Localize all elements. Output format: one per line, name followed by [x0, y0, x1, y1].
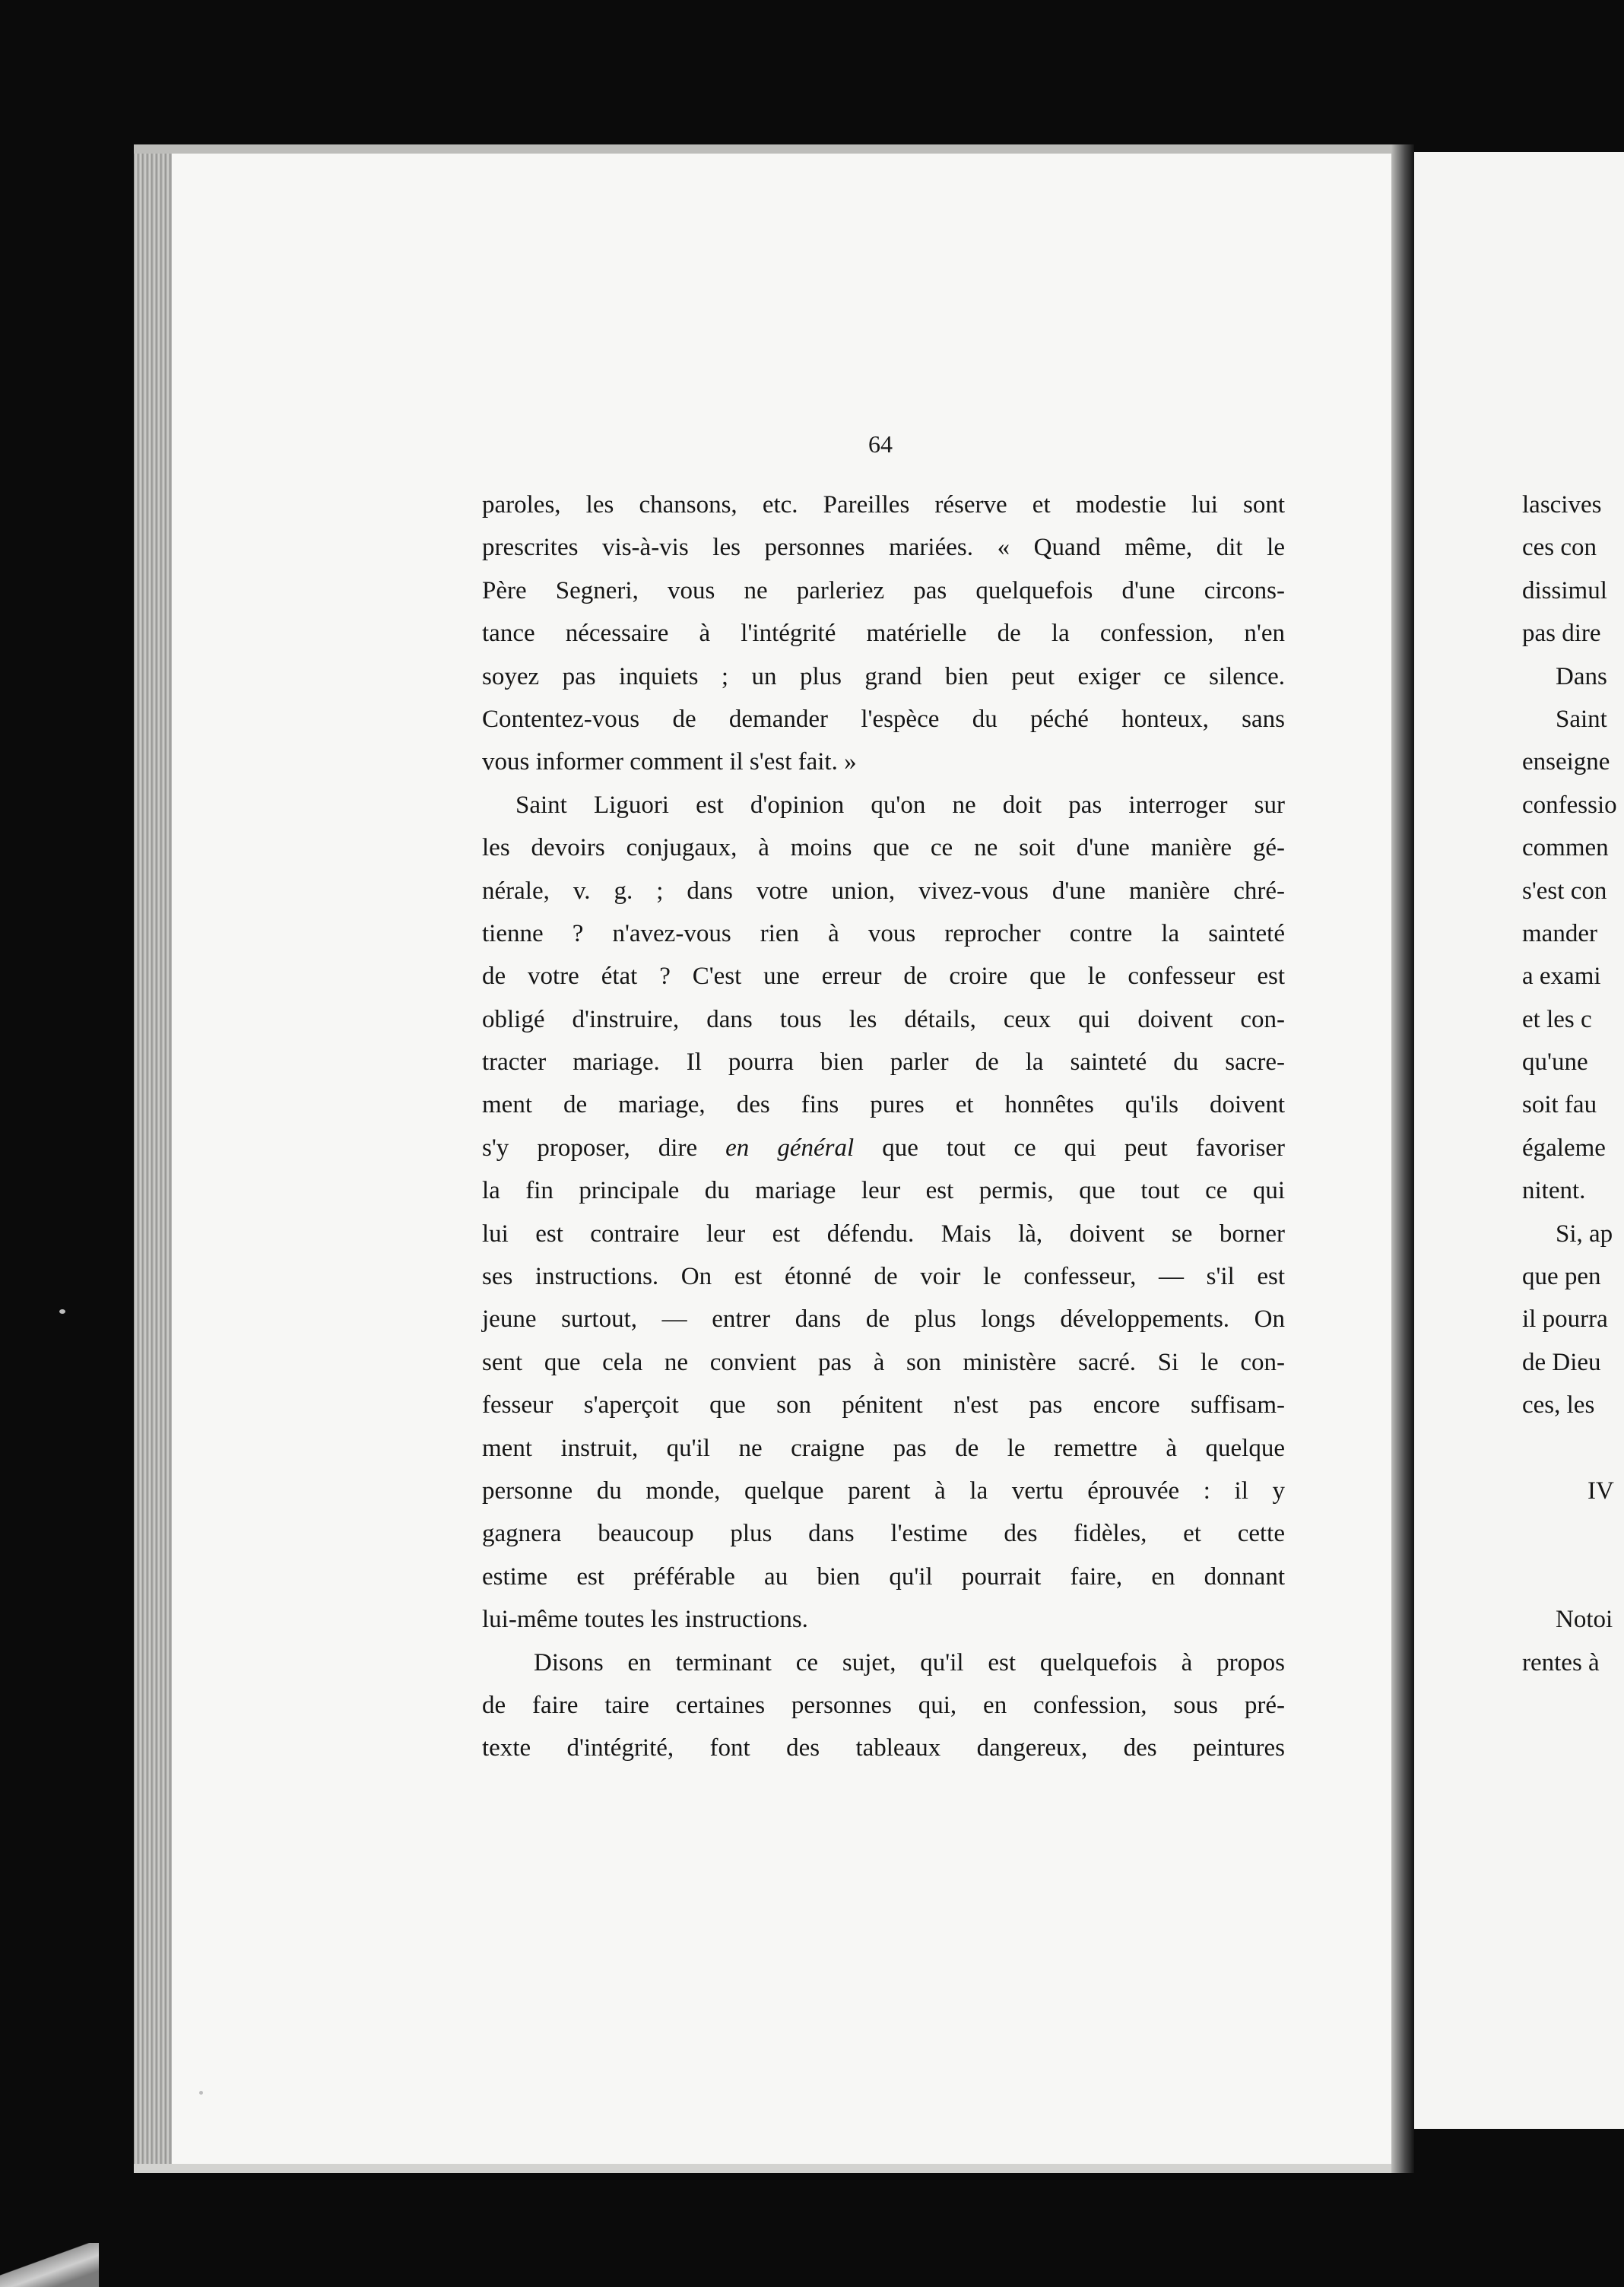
right-page-text — [1522, 484, 1624, 1684]
right-text-line: que pen — [1522, 1263, 1601, 1291]
text-line: texte d'intégrité, font des tableaux dangereux, des peintures — [482, 1734, 1285, 1762]
text-line: paroles, les chansons, etc. Pareilles réserve et modestie lui sont — [482, 491, 1285, 519]
right-text-line: soit fau — [1522, 1091, 1597, 1119]
text-line: jeune surtout, — entrer dans de plus longs développements. On — [482, 1305, 1285, 1334]
text-segment: s'y proposer, dire — [482, 1134, 698, 1162]
right-section-heading: IV — [1588, 1477, 1614, 1505]
right-text-spacer — [1522, 1427, 1624, 1470]
text-line: vous informer comment il s'est fait. » — [482, 748, 857, 776]
right-text-spacer — [1522, 1556, 1624, 1598]
text-line: nérale, v. g. ; dans votre union, vivez-vous d'une manière chré- — [482, 877, 1285, 905]
right-text-line: Notoi — [1556, 1606, 1613, 1634]
text-line: fesseur s'aperçoit que son pénitent n'est pas encore suffisam- — [482, 1391, 1285, 1419]
text-line: sent que cela ne convient pas à son ministère sacré. Si le con- — [482, 1348, 1285, 1376]
text-line: Contentez-vous de demander l'espèce du péché honteux, sans — [482, 705, 1285, 733]
right-text-line: ces con — [1522, 534, 1597, 562]
right-text-line: rentes à — [1522, 1648, 1600, 1676]
text-line-mixed — [482, 1127, 1285, 1169]
right-text-spacer — [1522, 1512, 1624, 1555]
text-line: soyez pas inquiets ; un plus grand bien peut exiger ce silence. — [482, 662, 1285, 690]
text-line: ses instructions. On est étonné de voir le confesseur, — s'il est — [482, 1263, 1285, 1291]
right-text-line: et les c — [1522, 1005, 1592, 1033]
text-line: tienne ? n'avez-vous rien à vous reprocher contre la sainteté — [482, 919, 1285, 947]
page-top-edge — [134, 144, 1402, 154]
right-text-line: dissimul — [1522, 576, 1607, 604]
page-stack-edge — [134, 144, 172, 2173]
text-line: estime est préférable au bien qu'il pourrait faire, en donnant — [482, 1562, 1285, 1591]
right-text-line: nitent. — [1522, 1177, 1586, 1205]
right-text-line: enseigne — [1522, 748, 1610, 776]
right-text-line: Saint — [1556, 705, 1607, 733]
right-text-line: Dans — [1556, 662, 1607, 690]
right-text-line: pas dire — [1522, 620, 1601, 648]
text-segment: que tout ce qui peut favoriser — [882, 1134, 1286, 1162]
text-line: lui-même toutes les instructions. — [482, 1606, 808, 1634]
text-line: tance nécessaire à l'intégrité matérielle de la confession, n'en — [482, 620, 1285, 648]
text-line: ment instruit, qu'il ne craigne pas de le remettre à quelque — [482, 1434, 1285, 1462]
text-line: ment de mariage, des fins pures et honnêtes qu'ils doivent — [482, 1091, 1285, 1119]
scan-speck — [59, 1309, 65, 1314]
italic-emphasis: en général — [725, 1134, 855, 1162]
right-text-line: ces, les — [1522, 1391, 1595, 1419]
text-line: lui est contraire leur est défendu. Mais là, doivent se borner — [482, 1220, 1285, 1248]
right-text-line: s'est con — [1522, 877, 1607, 905]
right-text-line: mander — [1522, 919, 1597, 947]
page-bottom-edge — [134, 2164, 1402, 2173]
right-text-line: Si, ap — [1556, 1220, 1613, 1248]
text-line: la fin principale du mariage leur est permis, que tout ce qui — [482, 1177, 1285, 1205]
right-text-line: qu'une — [1522, 1048, 1588, 1077]
right-text-line: confessio — [1522, 791, 1617, 819]
scan-corner-artifact — [0, 2243, 99, 2287]
right-text-line: égaleme — [1522, 1134, 1606, 1162]
right-text-line: il pourra — [1522, 1305, 1608, 1334]
text-line: personne du monde, quelque parent à la vertu éprouvée : il y — [482, 1477, 1285, 1505]
text-line: les devoirs conjugaux, à moins que ce ne soit d'une manière gé- — [482, 834, 1285, 862]
text-line: prescrites vis-à-vis les personnes mariées. « Quand même, dit le — [482, 534, 1285, 562]
scan-speck — [199, 2091, 203, 2095]
text-line: Saint Liguori est d'opinion qu'on ne doit pas interroger sur — [515, 791, 1285, 819]
book-gutter — [1391, 144, 1414, 2173]
right-text-line: lascives — [1522, 491, 1602, 519]
right-text-line: a exami — [1522, 963, 1601, 991]
right-text-line: commen — [1522, 834, 1609, 862]
text-line: obligé d'instruire, dans tous les détails, ceux qui doivent con- — [482, 1005, 1285, 1033]
right-text-line: de Dieu — [1522, 1348, 1601, 1376]
text-line: tracter mariage. Il pourra bien parler de la sainteté du sacre- — [482, 1048, 1285, 1077]
text-line: gagnera beaucoup plus dans l'estime des fidèles, et cette — [482, 1520, 1285, 1548]
text-line: de votre état ? C'est une erreur de croire que le confesseur est — [482, 963, 1285, 991]
page-number: 64 — [868, 430, 893, 458]
main-text-block — [482, 484, 1285, 1770]
text-line: Père Segneri, vous ne parleriez pas quelquefois d'une circons- — [482, 576, 1285, 604]
text-line: Disons en terminant ce sujet, qu'il est quelquefois à propos — [534, 1648, 1285, 1676]
text-line: de faire taire certaines personnes qui, en confession, sous pré- — [482, 1691, 1285, 1719]
